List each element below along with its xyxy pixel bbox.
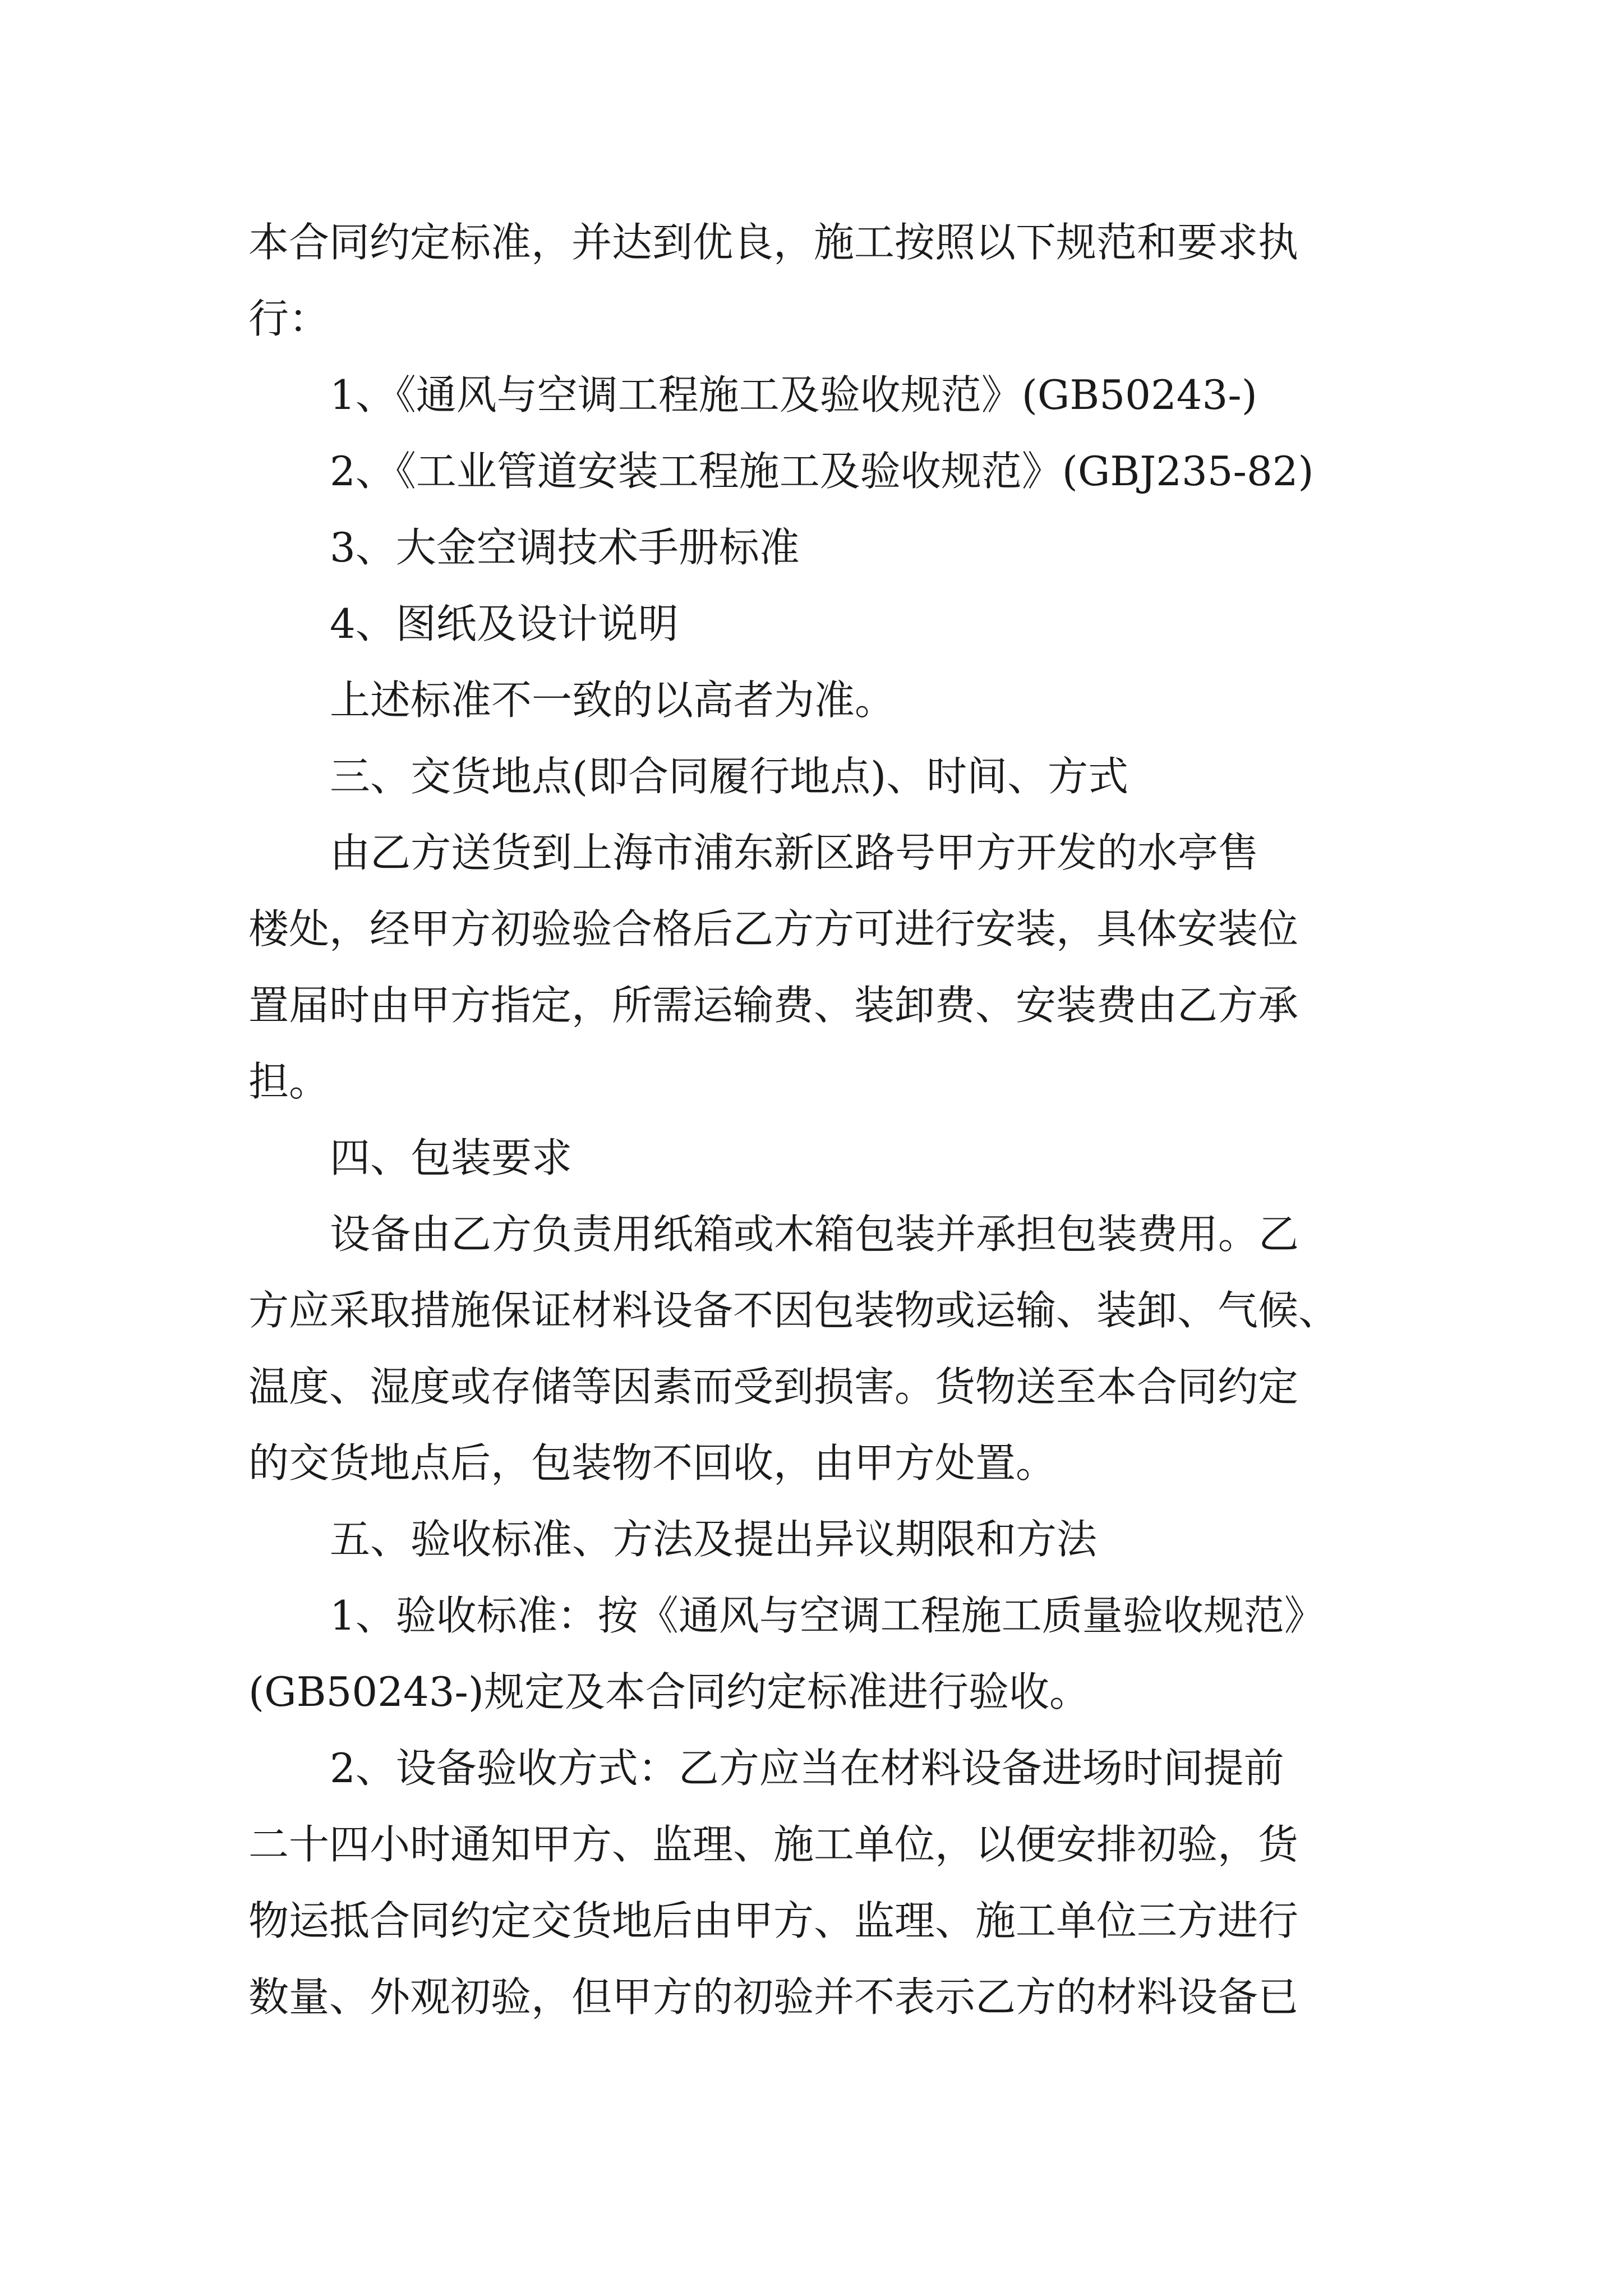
body-line: 本合同约定标准，并达到优良，施工按照以下规范和要求执 bbox=[248, 219, 1299, 266]
body-line: 设备由乙方负责用纸箱或木箱包装并承担包装费用。乙 bbox=[330, 1211, 1299, 1258]
body-line: 的交货地点后，包装物不回收，由甲方处置。 bbox=[248, 1439, 1057, 1487]
body-line: 数量、外观初验，但甲方的初验并不表示乙方的材料设备已 bbox=[248, 1973, 1299, 2021]
body-line: 4、图纸及设计说明 bbox=[330, 600, 679, 647]
body-line: 行： bbox=[248, 295, 330, 342]
body-line: 3、大金空调技术手册标准 bbox=[330, 524, 800, 571]
body-line: 物运抵合同约定交货地后由甲方、监理、施工单位三方进行 bbox=[248, 1897, 1299, 1944]
section-heading: 四、包装要求 bbox=[330, 1134, 573, 1181]
body-line: 方应采取措施保证材料设备不因包装物或运输、装卸、气候、 bbox=[248, 1287, 1339, 1334]
section-heading: 五、验收标准、方法及提出异议期限和方法 bbox=[330, 1516, 1098, 1563]
body-line: 担。 bbox=[248, 1058, 330, 1105]
body-line: 上述标准不一致的以高者为准。 bbox=[330, 677, 896, 724]
body-line: 二十四小时通知甲方、监理、施工单位，以便安排初验，货 bbox=[248, 1821, 1299, 1868]
body-line: 楼处，经甲方初验验合格后乙方方可进行安装，具体安装位 bbox=[248, 905, 1299, 953]
body-line: 1、验收标准：按《通风与空调工程施工质量验收规范》 bbox=[330, 1592, 1325, 1639]
body-line: (GB50243-)规定及本合同约定标准进行验收。 bbox=[248, 1668, 1090, 1715]
body-line: 置届时由甲方指定，所需运输费、装卸费、安装费由乙方承 bbox=[248, 982, 1299, 1029]
body-line: 1、《通风与空调工程施工及验收规范》(GB50243-) bbox=[330, 371, 1257, 418]
body-line: 2、设备验收方式：乙方应当在材料设备进场时间提前 bbox=[330, 1745, 1284, 1792]
body-line: 温度、湿度或存储等因素而受到损害。货物送至本合同约定 bbox=[248, 1363, 1299, 1410]
body-line: 由乙方送货到上海市浦东新区路号甲方开发的水亭售 bbox=[330, 829, 1259, 876]
body-line: 2、《工业管道安装工程施工及验收规范》(GBJ235-82) bbox=[330, 448, 1314, 495]
section-heading: 三、交货地点(即合同履行地点)、时间、方式 bbox=[330, 753, 1129, 800]
